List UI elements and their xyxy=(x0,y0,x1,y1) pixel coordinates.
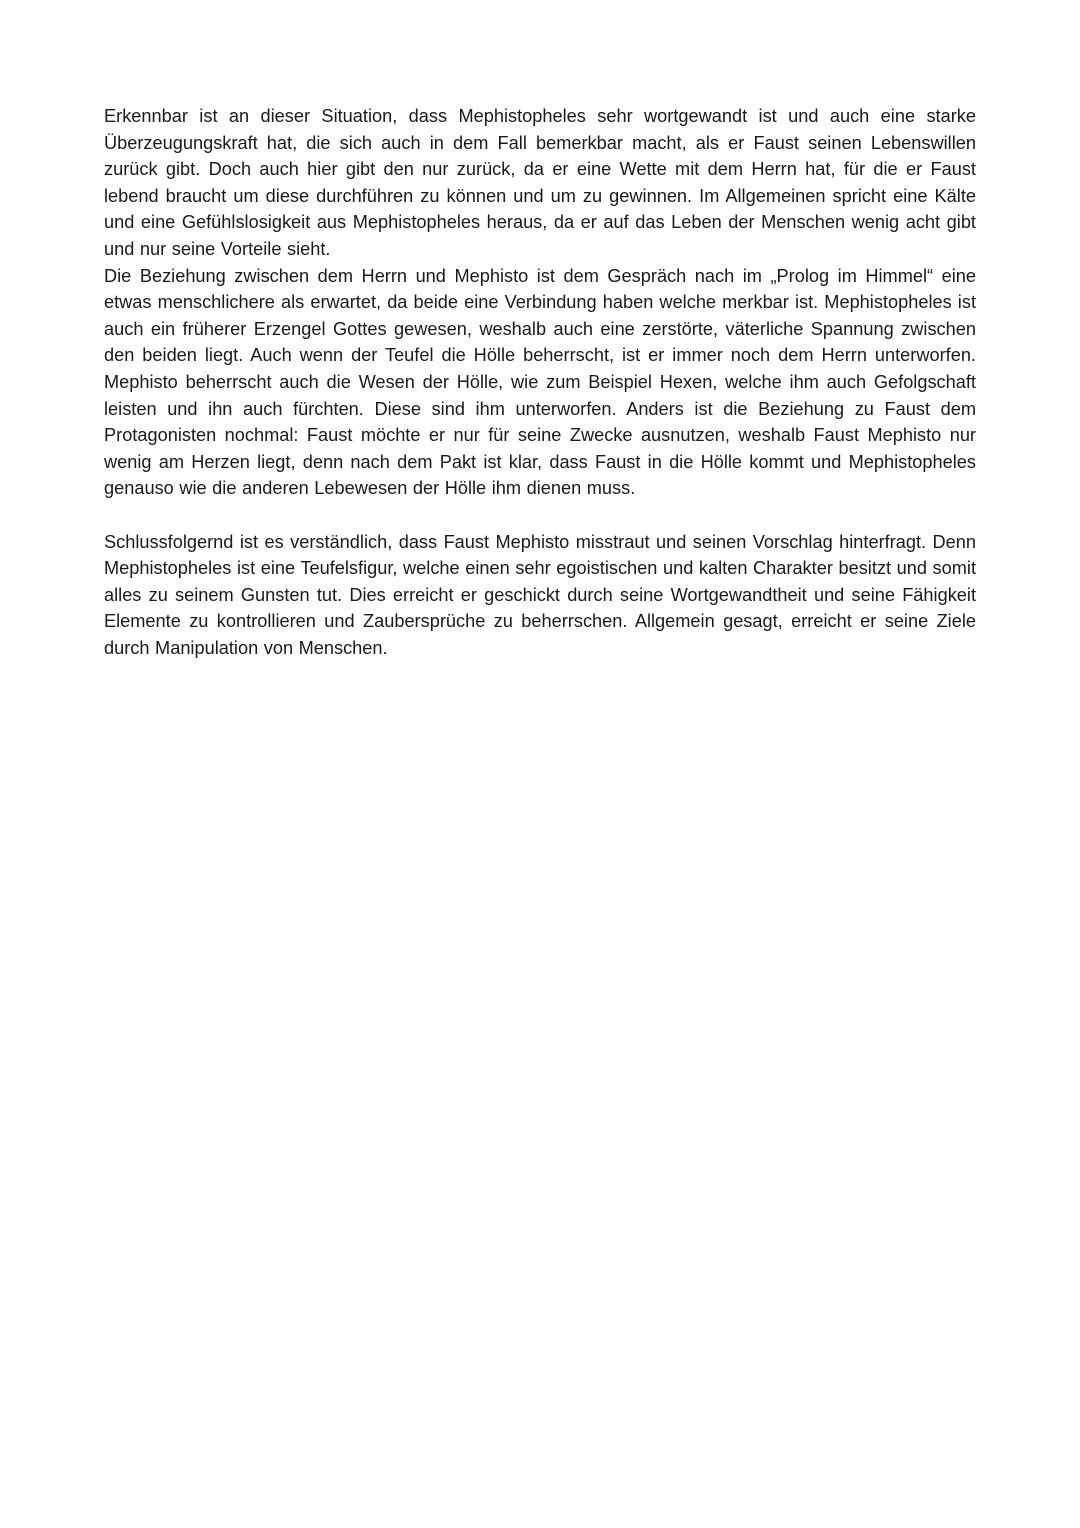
paragraph-conclusion: Schlussfolgernd ist es verständlich, dass Faust Mephisto misstraut und seinen Vorschlag hinterfragt. Denn Mephistopheles ist eine Teufelsfigur, welche einen sehr egoistischen und kalten Charakter besitzt und somit alles zu seinem Gunsten tut. Dies erreicht er geschickt durch seine Wortgewandtheit und seine Fähigkeit Elemente zu kontrollieren und Zaubersprüche zu beherrschen. Allgemein gesagt, erreicht er seine Ziele durch Manipulation von Menschen. xyxy=(104,531,976,658)
paragraph-relationships: Die Beziehung zwischen dem Herrn und Mephisto ist dem Gespräch nach im „Prolog im Himmel“ eine etwas menschlichere als erwartet, da beide eine Verbindung haben welche merkbar ist. Mephistopheles ist auch ein früherer Erzengel Gottes gewesen, weshalb auch eine zerstörte, väterliche Spannung zwischen den beiden liegt. Auch wenn der Teufel die Hölle beherrscht, ist er immer noch dem Herrn unterworfen. Mephisto beherrscht auch die Wesen der Hölle, wie zum Beispiel Hexen, welche ihm auch Gefolgschaft leisten und ihn auch fürchten. Diese sind ihm unterworfen. Anders ist die Beziehung zu Faust dem Protagonisten nochmal: Faust möchte er nur für seine Zwecke ausnutzen, weshalb Faust Mephisto nur wenig am Herzen liegt, denn nach dem Pakt ist klar, dass Faust in die Hölle kommt und Mephistopheles genauso wie die anderen Lebewesen der Hölle ihm dienen muss. xyxy=(104,265,976,499)
document-body xyxy=(104,103,976,661)
paragraph-mephisto-character: Erkennbar ist an dieser Situation, dass Mephistopheles sehr wortgewandt ist und auch eine starke Überzeugungskraft hat, die sich auch in dem Fall bemerkbar macht, als er Faust seinen Lebenswillen zurück gibt. Doch auch hier gibt den nur zurück, da er eine Wette mit dem Herrn hat, für die er Faust lebend braucht um diese durchführen zu können und um zu gewinnen. Im Allgemeinen spricht eine Kälte und eine Gefühlslosigkeit aus Mephistopheles heraus, da er auf das Leben der Menschen wenig acht gibt und nur seine Vorteile sieht. xyxy=(104,106,976,259)
